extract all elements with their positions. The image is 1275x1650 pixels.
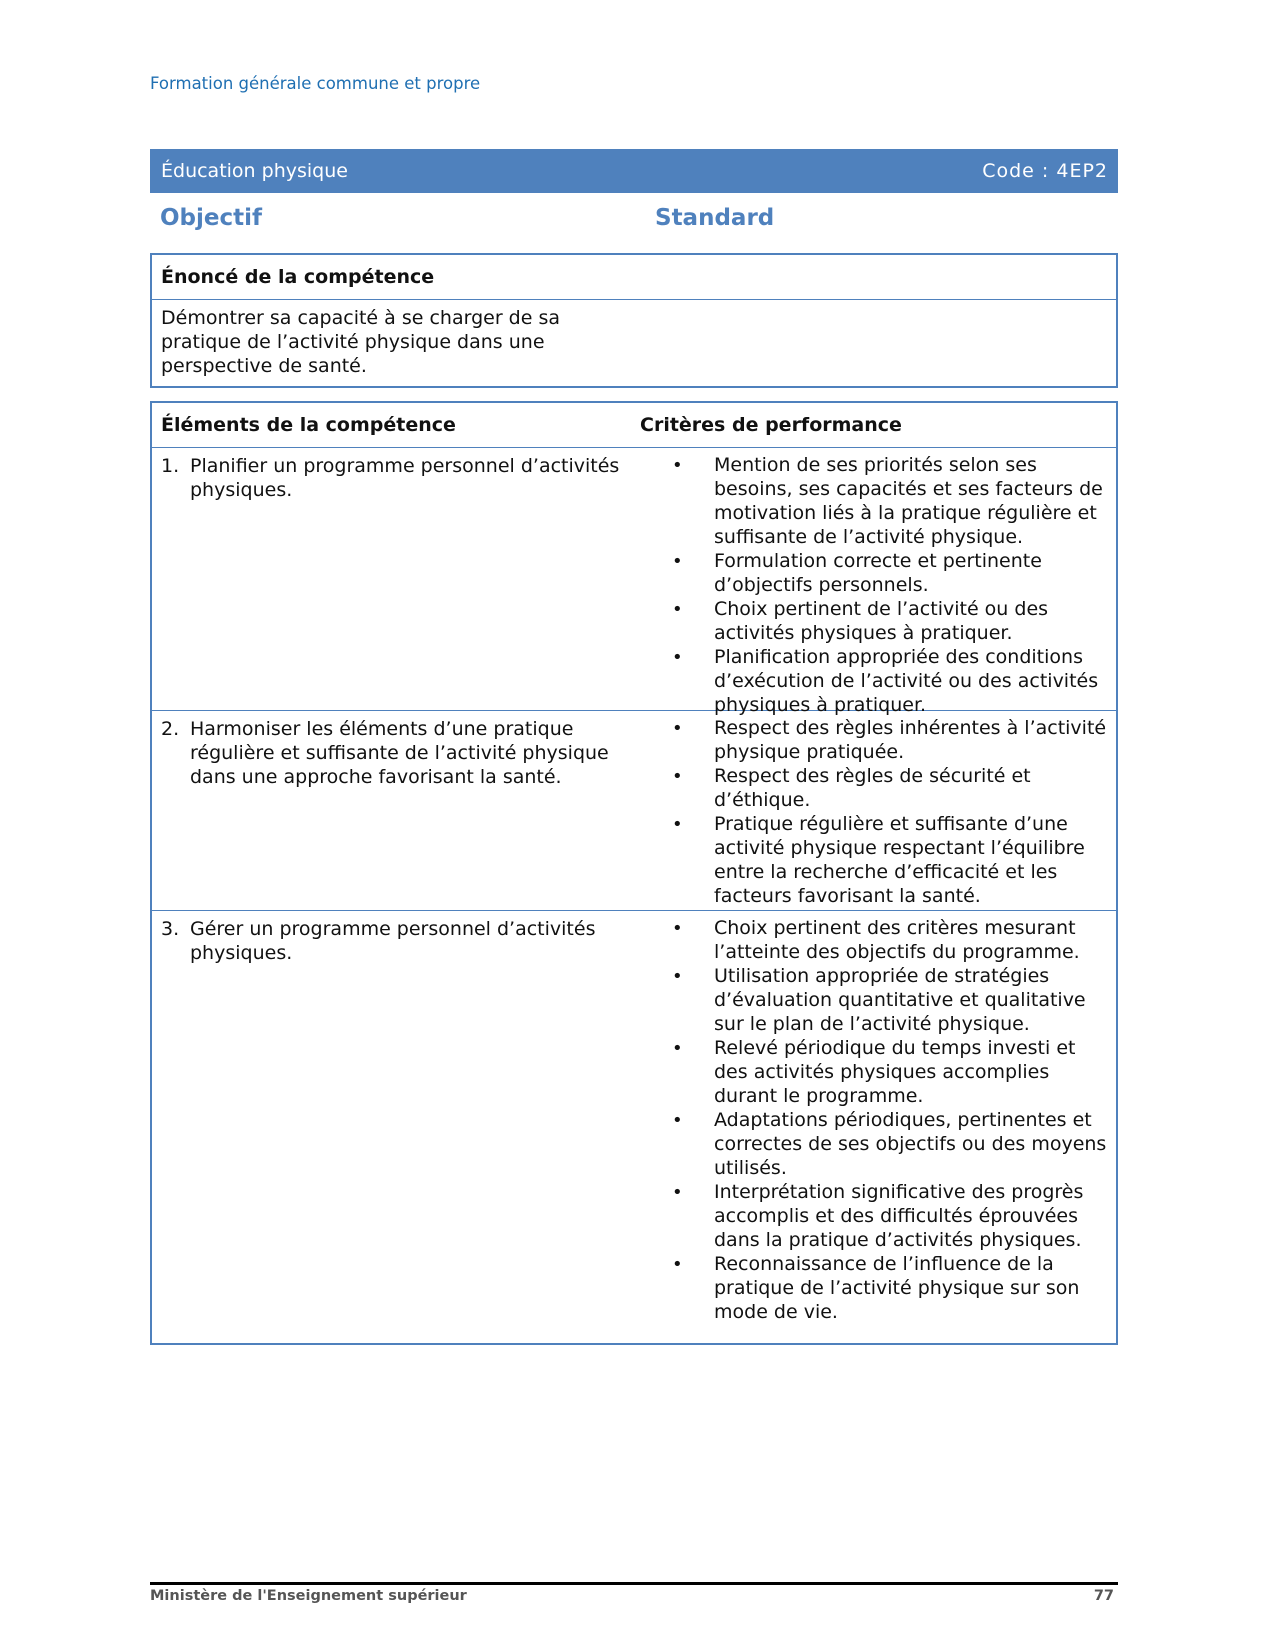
table-row: [152, 448, 1116, 716]
bullet-icon: [672, 764, 714, 812]
elements-table: [150, 401, 1118, 1345]
enonce-box: [150, 253, 1118, 388]
criterion-text: Planification appropriée des conditions d’exécution de l’activité ou des activités physiques à pratiquer.: [714, 646, 1099, 716]
criterion-item: [672, 964, 1112, 1036]
bullet-icon: [672, 716, 714, 764]
criteria-cell: [672, 453, 1112, 717]
bullet-icon: [672, 1180, 714, 1252]
criterion-item: [672, 1108, 1112, 1180]
criterion-item: [672, 1252, 1112, 1324]
bullet-icon: [672, 549, 714, 597]
objectif-label: Objectif: [160, 205, 263, 231]
course-title-bar: [150, 149, 1118, 193]
elements-table-header: [152, 403, 1116, 448]
criterion-item: [672, 453, 1112, 549]
bullet-icon: [672, 964, 714, 1036]
footer-publisher: Ministère de l'Enseignement supérieur: [150, 1588, 467, 1604]
criterion-text: Choix pertinent de l’activité ou des activités physiques à pratiquer.: [714, 598, 1049, 644]
bullet-icon: [672, 1252, 714, 1324]
column-header-elements: Éléments de la compétence: [161, 414, 456, 436]
element-cell: [161, 717, 621, 789]
criterion-item: [672, 764, 1112, 812]
bullet-icon: [672, 597, 714, 645]
table-row: [152, 911, 1116, 1331]
criterion-item: [672, 812, 1112, 908]
standard-label: Standard: [655, 205, 775, 231]
criterion-text: Choix pertinent des critères mesurant l’atteinte des objectifs du programme.: [714, 917, 1080, 963]
criterion-text: Respect des règles inhérentes à l’activité physique pratiquée.: [714, 717, 1107, 763]
page-footer: [150, 1588, 1118, 1604]
page-number: 77: [1093, 1588, 1114, 1604]
criterion-item: [672, 1180, 1112, 1252]
element-text: Planifier un programme personnel d’activités physiques.: [190, 455, 620, 501]
bullet-icon: [672, 916, 714, 964]
bullet-icon: [672, 453, 714, 549]
element-cell: [161, 917, 621, 965]
bullet-icon: [672, 1108, 714, 1180]
criterion-item: [672, 916, 1112, 964]
bullet-icon: [672, 1036, 714, 1108]
element-number: 3.: [161, 918, 180, 940]
criterion-text: Utilisation appropriée de stratégies d’évaluation quantitative et qualitative sur le plan de l’activité physique.: [714, 965, 1086, 1035]
criterion-item: [672, 645, 1112, 717]
criteria-cell: [672, 916, 1112, 1324]
element-number: 2.: [161, 718, 180, 740]
criterion-text: Formulation correcte et pertinente d’objectifs personnels.: [714, 550, 1042, 596]
criterion-text: Adaptations périodiques, pertinentes et correctes de ses objectifs ou des moyens utilisés.: [714, 1109, 1107, 1179]
criterion-text: Interprétation significative des progrès accomplis et des difficultés éprouvées dans la pratique d’activités physiques.: [714, 1181, 1084, 1251]
criterion-text: Respect des règles de sécurité et d’éthique.: [714, 765, 1031, 811]
criterion-text: Reconnaissance de l’influence de la pratique de l’activité physique sur son mode de vie.: [714, 1253, 1080, 1323]
table-row: [152, 711, 1116, 911]
criterion-text: Pratique régulière et suffisante d’une activité physique respectant l’équilibre entre la recherche d’efficacité et les facteurs favorisant la santé.: [714, 813, 1085, 907]
criterion-item: [672, 597, 1112, 645]
element-text: Harmoniser les éléments d’une pratique régulière et suffisante de l’activité physique dans une approche favorisant la santé.: [190, 718, 609, 788]
bullet-icon: [672, 812, 714, 908]
element-number: 1.: [161, 455, 180, 477]
enonce-text: Démontrer sa capacité à se charger de sa pratique de l’activité physique dans une perspective de santé.: [161, 307, 561, 377]
criterion-item: [672, 716, 1112, 764]
column-header-criteria: Critères de performance: [640, 414, 902, 436]
bullet-icon: [672, 645, 714, 717]
course-code: Code : 4EP2: [982, 160, 1108, 182]
criteria-cell: [672, 716, 1112, 908]
element-cell: [161, 454, 621, 502]
course-title: Éducation physique: [161, 160, 348, 182]
objective-standard-labels: [150, 205, 1118, 241]
footer-divider: [150, 1582, 1118, 1585]
element-text: Gérer un programme personnel d’activités physiques.: [190, 918, 596, 964]
criterion-item: [672, 549, 1112, 597]
criterion-text: Mention de ses priorités selon ses besoins, ses capacités et ses facteurs de motivation liés à la pratique régulière et suffisante de l’activité physique.: [714, 454, 1103, 548]
running-head: Formation générale commune et propre: [150, 74, 481, 93]
enonce-header: Énoncé de la compétence: [152, 255, 1116, 300]
criterion-item: [672, 1036, 1112, 1108]
criterion-text: Relevé périodique du temps investi et des activités physiques accomplies durant le programme.: [714, 1037, 1076, 1107]
